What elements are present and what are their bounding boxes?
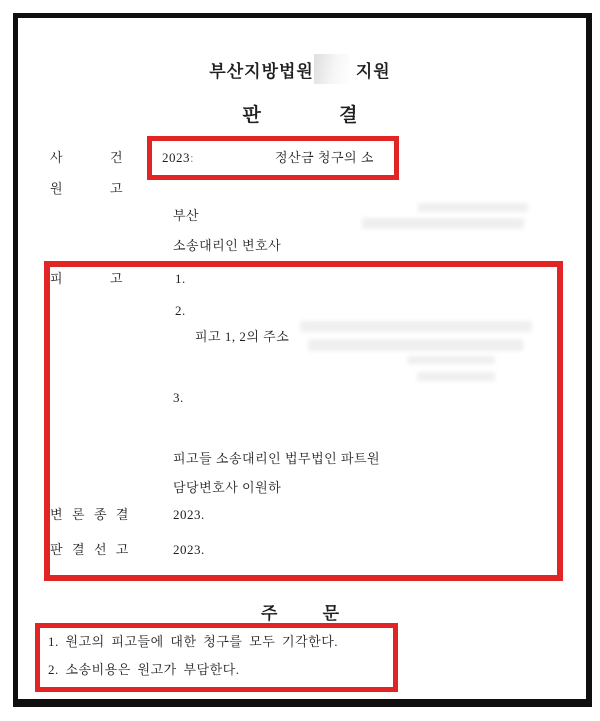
defendant-item-1: 1. — [175, 271, 186, 286]
plaintiff-label-char1: 원 — [50, 181, 64, 196]
case-label-char2: 건 — [109, 150, 123, 165]
order-heading — [0, 599, 600, 624]
redacted-text-smudge — [362, 218, 524, 229]
hearing-closing-label: 변 론 종 결 — [50, 507, 129, 522]
defendant-item-3: 3. — [173, 390, 184, 405]
redacted-text-smudge — [418, 203, 528, 212]
sentencing-label: 판 결 선 고 — [50, 542, 129, 557]
defendant-label-char1: 피 — [50, 271, 64, 286]
case-year: 2023 — [162, 150, 190, 165]
court-title-row — [0, 54, 600, 84]
order-item-2: 2. 소송비용은 원고가 부담한다. — [48, 662, 240, 677]
court-branch: 지원 — [355, 61, 391, 81]
case-label — [50, 150, 123, 166]
case-year-redacted-suffix: : — [190, 150, 195, 165]
defendant-attorney-line: 담당변호사 이원하 — [173, 480, 282, 495]
defendant-address-note: 피고 1, 2의 주소 — [195, 329, 290, 344]
defendant-item-2: 2. — [175, 303, 186, 318]
order-heading-char2: 문 — [322, 604, 339, 623]
defendant-counsel-line: 피고들 소송대리인 법무법인 파트원 — [173, 451, 381, 466]
case-name: 정산금 청구의 소 — [275, 150, 374, 165]
plaintiff-city-line: 부산 — [173, 208, 200, 223]
annotation-box-order — [35, 623, 398, 692]
annotation-box-case — [147, 136, 399, 180]
sentencing-date: 2023. — [173, 542, 205, 557]
judgment-heading-char1: 판 — [242, 105, 261, 126]
redaction-box-branch-name — [314, 54, 350, 84]
plaintiff-label-char2: 고 — [109, 181, 123, 196]
annotation-box-defendant — [44, 261, 563, 581]
plaintiff-counsel-line: 소송대리인 변호사 — [173, 238, 282, 253]
order-heading-char1: 주 — [261, 604, 278, 623]
defendant-label-char2: 고 — [109, 271, 123, 286]
order-item-1: 1. 원고의 피고들에 대한 청구를 모두 기각한다. — [48, 634, 339, 649]
judgment-heading-char2: 결 — [339, 105, 358, 126]
hearing-closing-date: 2023. — [173, 507, 205, 522]
plaintiff-label — [50, 181, 123, 197]
court-name: 부산지방법원 — [209, 61, 314, 81]
case-label-char1: 사 — [50, 150, 64, 165]
judgment-heading — [0, 100, 600, 127]
